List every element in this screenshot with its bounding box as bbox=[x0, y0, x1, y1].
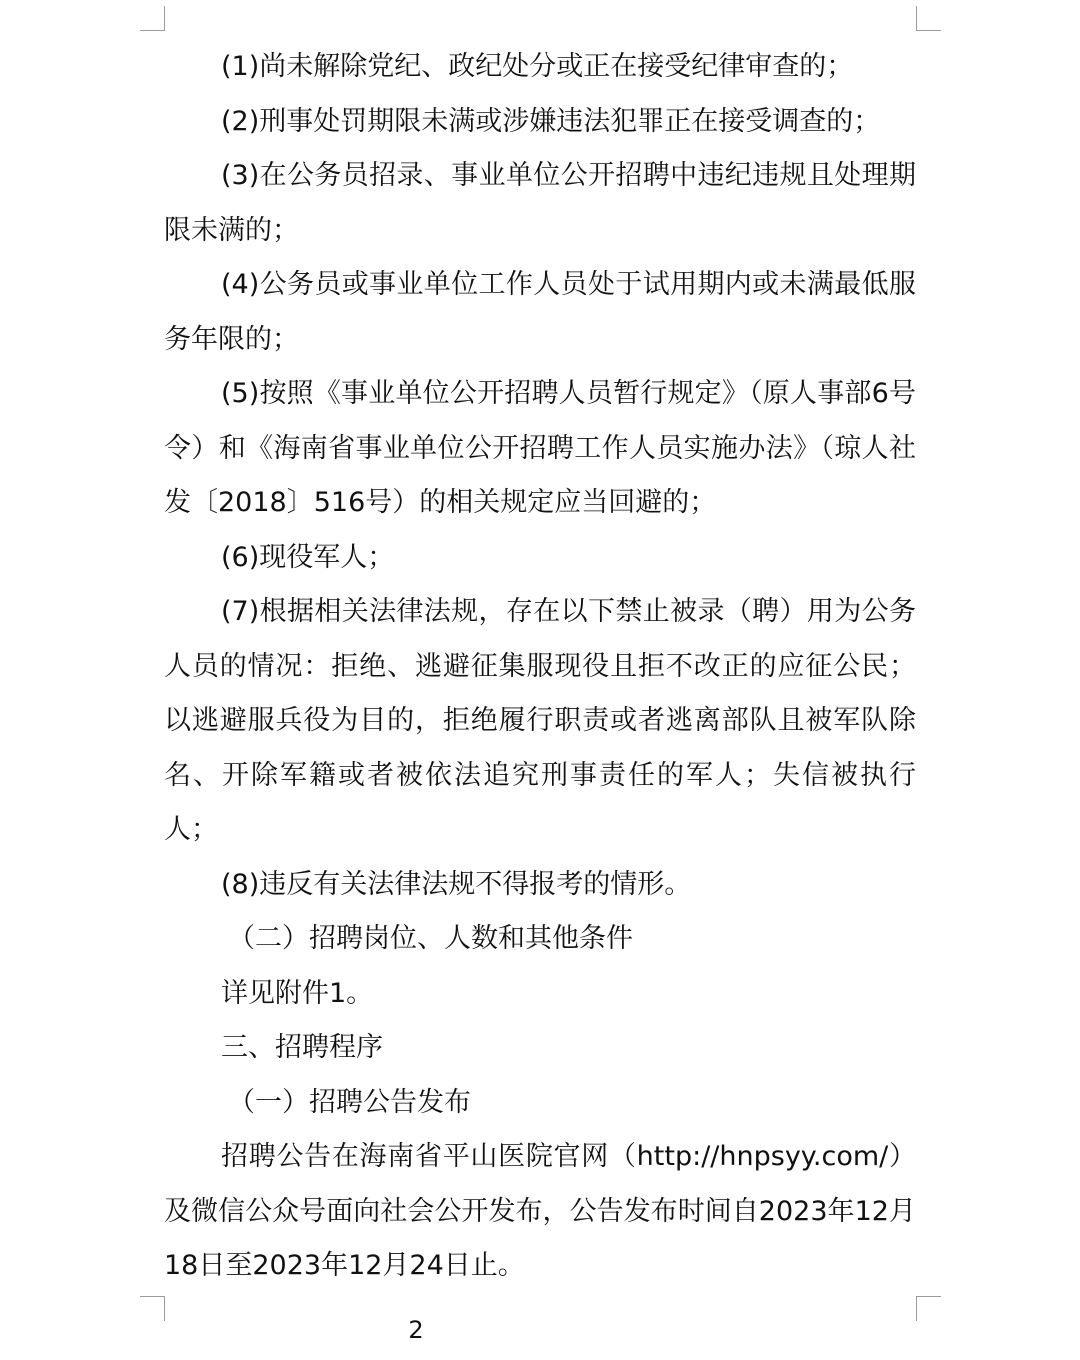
crop-mark-top-left bbox=[140, 6, 165, 31]
page-number: 2 bbox=[408, 1316, 424, 1344]
section-heading-procedure: 三、招聘程序 bbox=[221, 1032, 383, 1063]
paragraph-item-4: (4)公务员或事业单位工作人员处于试用期内或未满最低服务年限的； bbox=[164, 269, 916, 355]
crop-mark-bottom-right bbox=[916, 1296, 941, 1321]
section-heading-positions: （二）招聘岗位、人数和其他条件 bbox=[228, 923, 633, 954]
paragraph-item-2: (2)刑事处罚期限未满或涉嫌违法犯罪正在接受调查的； bbox=[221, 105, 881, 137]
crop-mark-top-right bbox=[916, 6, 941, 31]
section-heading-announcement: （一）招聘公告发布 bbox=[228, 1086, 471, 1118]
paragraph-item-7: (7)根据相关法律法规，存在以下禁止被录（聘）用为公务人员的情况：拒绝、逃避征集服现役且拒不改正的应征公民；以逃避服兵役为目的，拒绝履行职责或者逃离部队且被军队除名、开除军籍或者被依法追究刑事责任的军人；失信被执行人； bbox=[164, 596, 916, 845]
paragraph-item-5: (5)按照《事业单位公开招聘人员暂行规定》（原人事部6号令）和《海南省事业单位公开招聘工作人员实施办法》（琼人社发〔2018〕516号）的相关规定应当回避的； bbox=[164, 378, 916, 518]
document-body bbox=[164, 40, 916, 1294]
paragraph-item-6: (6)现役军人； bbox=[221, 541, 395, 573]
paragraph-item-3: (3)在公务员招录、事业单位公开招聘中违纪违规且处理期限未满的； bbox=[164, 160, 916, 246]
paragraph-item-8: (8)违反有关法律法规不得报考的情形。 bbox=[221, 868, 692, 900]
paragraph-item-1: (1)尚未解除党纪、政纪处分或正在接受纪律审查的； bbox=[221, 51, 854, 82]
paragraph-announcement: 招聘公告在海南省平山医院官网（http://hnpsyy.com/）及微信公众号面向社会公开发布，公告发布时间自2023年12月18日至2023年12月24日止。 bbox=[164, 1141, 916, 1281]
paragraph-see-attachment: 详见附件1。 bbox=[221, 977, 374, 1009]
